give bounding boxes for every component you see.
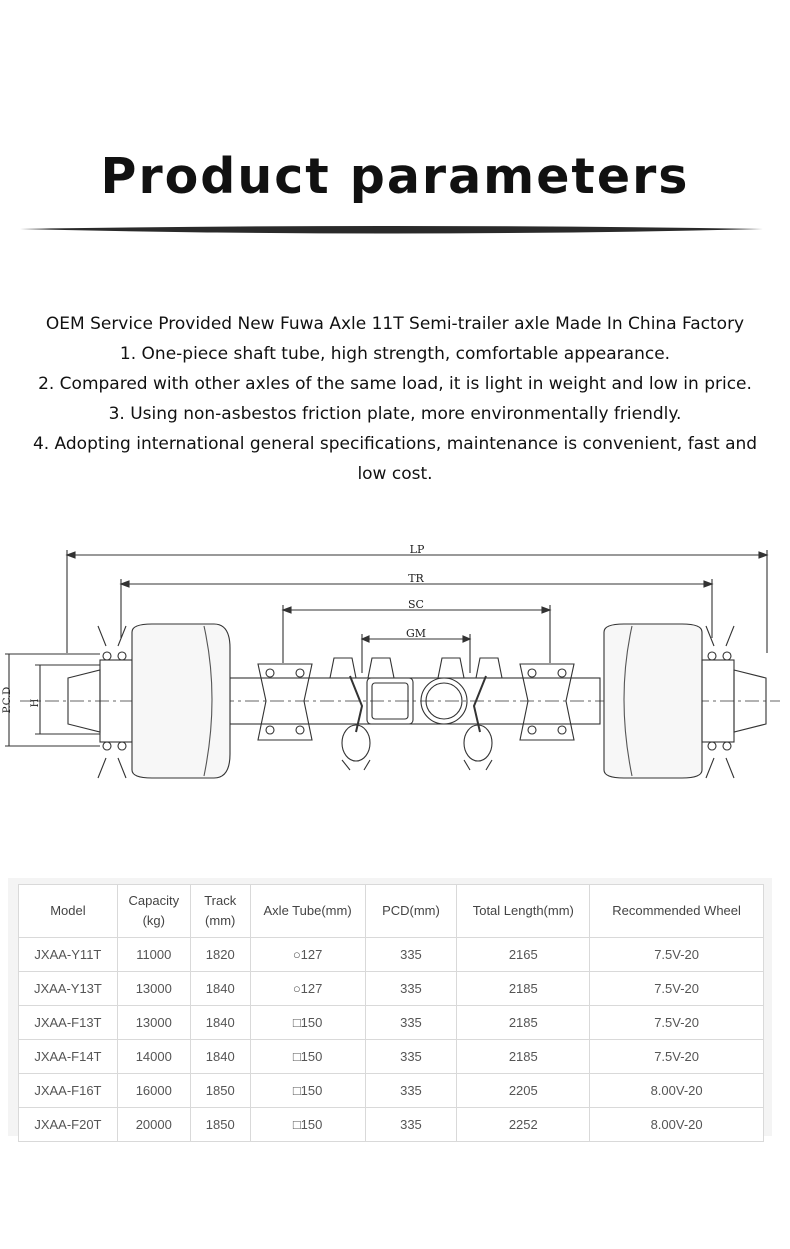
cell-axle-tube: □150 [250,1040,365,1074]
cell-wheel: 7.5V-20 [590,972,764,1006]
cell-pcd: 335 [365,972,457,1006]
cell-pcd: 335 [365,1006,457,1040]
cell-total-length: 2185 [457,1006,590,1040]
brake-assemblies [330,658,502,770]
cell-axle-tube: □150 [250,1074,365,1108]
col-header-axle-tube: Axle Tube(mm) [250,885,365,938]
label-h: H [30,698,41,708]
cell-axle-tube: ○127 [250,938,365,972]
description-point-3: 3. Using non-asbestos friction plate, more environmentally friendly. [108,404,682,424]
parameters-table-container [8,878,772,1136]
col-header-total-length: Total Length(mm) [457,885,590,938]
label-pcd: P.C.D [2,686,13,714]
description-intro: OEM Service Provided New Fuwa Axle 11T Semi-trailer axle Made In China Factory [45,314,745,334]
right-wheel-end [604,624,766,778]
table-row [19,1074,764,1108]
cell-track: 1840 [190,972,250,1006]
parameters-table [18,884,764,1142]
cell-pcd: 335 [365,1040,457,1074]
cell-pcd: 335 [365,938,457,972]
cell-model: JXAA-F16T [19,1074,118,1108]
cell-track: 1840 [190,1006,250,1040]
cell-track: 1850 [190,1108,250,1142]
table-row [19,1006,764,1040]
cell-wheel: 7.5V-20 [590,1040,764,1074]
left-wheel-end [68,624,230,778]
cell-model: JXAA-F20T [19,1108,118,1142]
cell-axle-tube: □150 [250,1108,365,1142]
cell-track: 1820 [190,938,250,972]
cell-total-length: 2252 [457,1108,590,1142]
label-tr: TR [408,572,424,585]
cell-capacity: 16000 [117,1074,190,1108]
col-header-pcd: PCD(mm) [365,885,457,938]
cell-capacity: 13000 [117,1006,190,1040]
table-row [19,938,764,972]
dimension-gm [362,627,470,673]
cell-capacity: 14000 [117,1040,190,1074]
col-header-recommended-wheel: Recommended Wheel [590,885,764,938]
label-sc: SC [408,598,424,611]
cell-wheel: 8.00V-20 [590,1074,764,1108]
cell-track: 1840 [190,1040,250,1074]
cell-capacity: 11000 [117,938,190,972]
col-header-model: Model [19,885,118,938]
cell-capacity: 13000 [117,972,190,1006]
label-gm: GM [405,627,427,640]
product-description [0,309,790,489]
cell-model: JXAA-Y13T [19,972,118,1006]
table-row [19,1040,764,1074]
cell-model: JXAA-F13T [19,1006,118,1040]
col-header-capacity: Capacity (kg) [117,885,190,938]
cell-pcd: 335 [365,1074,457,1108]
title-divider [20,224,764,238]
table-row [19,972,764,1006]
cell-axle-tube: □150 [250,1006,365,1040]
cell-capacity: 20000 [117,1108,190,1142]
cell-wheel: 7.5V-20 [590,938,764,972]
cell-wheel: 7.5V-20 [590,1006,764,1040]
spring-seats [258,664,574,740]
col-header-track: Track (mm) [190,885,250,938]
cell-pcd: 335 [365,1108,457,1142]
cell-total-length: 2185 [457,972,590,1006]
table-header-row [19,885,764,938]
cell-track: 1850 [190,1074,250,1108]
cell-total-length: 2185 [457,1040,590,1074]
description-point-1: 1. One-piece shaft tube, high strength, comfortable appearance. [119,344,671,364]
dimension-pcd-h [2,654,100,746]
cell-total-length: 2205 [457,1074,590,1108]
description-point-4: 4. Adopting international general specifications, maintenance is convenient, fast and low cost. [32,434,758,484]
cell-axle-tube: ○127 [250,972,365,1006]
page-title: Product parameters [100,148,690,205]
cell-total-length: 2165 [457,938,590,972]
description-point-2: 2. Compared with other axles of the same load, it is light in weight and low in price. [38,374,752,394]
axle-technical-drawing [0,528,790,788]
label-lp: LP [409,543,425,556]
cell-wheel: 8.00V-20 [590,1108,764,1142]
table-row [19,1108,764,1142]
cell-model: JXAA-F14T [19,1040,118,1074]
cell-model: JXAA-Y11T [19,938,118,972]
